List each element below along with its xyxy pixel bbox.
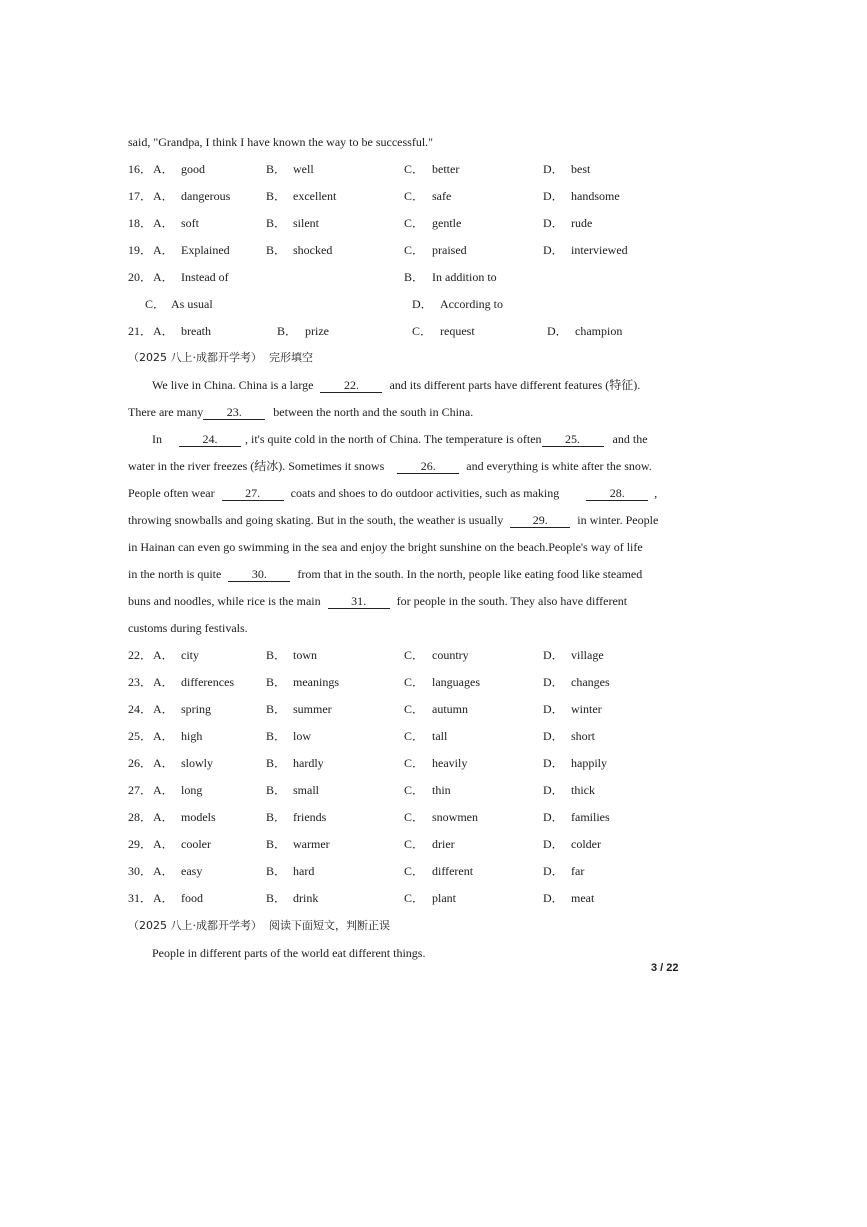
question-number: 18． xyxy=(128,216,153,230)
passage-text: water in the river freezes (结冰). Sometimes it snows xyxy=(128,459,385,473)
option-letter-d: D． xyxy=(543,864,564,878)
blank-27: 27. xyxy=(222,486,284,501)
option-d: short xyxy=(571,729,595,743)
question-number: 21． xyxy=(128,324,153,338)
option-letter-b: B． xyxy=(266,675,287,689)
option-d: happily xyxy=(571,756,607,770)
blank-26: 26. xyxy=(397,459,459,474)
option-letter-c: C． xyxy=(404,648,425,662)
passage-line xyxy=(128,512,658,528)
passage-line xyxy=(128,485,657,501)
option-d: families xyxy=(571,810,610,824)
option-a: models xyxy=(181,810,216,824)
question-row xyxy=(128,188,728,204)
question-row xyxy=(128,215,728,231)
option-letter-a: A． xyxy=(153,837,174,851)
passage-line: customs during festivals. xyxy=(128,621,248,635)
option-letter-b: B． xyxy=(266,783,287,797)
option-letter-d: D． xyxy=(543,837,564,851)
option-d: village xyxy=(571,648,604,662)
option-b: prize xyxy=(305,324,329,338)
option-a: city xyxy=(181,648,199,662)
option-a: dangerous xyxy=(181,189,231,203)
passage-line: in Hainan can even go swimming in the sea and enjoy the bright sunshine on the beach.People's way of life xyxy=(128,540,643,554)
option-letter-c: C． xyxy=(404,783,425,797)
option-a: spring xyxy=(181,702,211,716)
option-b: hardly xyxy=(293,756,324,770)
option-d: interviewed xyxy=(571,243,628,257)
option-b: excellent xyxy=(293,189,337,203)
option-letter-c: C． xyxy=(404,189,425,203)
option-letter-c: C． xyxy=(404,162,425,176)
passage-text: throwing snowballs and going skating. But in the south, the weather is usually xyxy=(128,513,504,527)
blank-28: 28. xyxy=(586,486,648,501)
option-letter-b: B． xyxy=(266,729,287,743)
option-d: According to xyxy=(440,297,503,311)
option-c: praised xyxy=(432,243,467,257)
option-letter-b: B． xyxy=(266,837,287,851)
passage-text: In xyxy=(152,432,162,446)
question-number: 25． xyxy=(128,729,153,743)
question-number: 19． xyxy=(128,243,153,257)
option-a: high xyxy=(181,729,203,743)
option-a: Instead of xyxy=(181,270,229,284)
option-letter-c: C． xyxy=(412,324,433,338)
question-row xyxy=(128,836,728,852)
option-d: handsome xyxy=(571,189,620,203)
option-letter-b: B． xyxy=(404,270,425,284)
option-letter-d: D． xyxy=(543,756,564,770)
passage-line xyxy=(128,593,627,609)
option-a: slowly xyxy=(181,756,214,770)
question-row xyxy=(128,674,728,690)
option-letter-a: A． xyxy=(153,270,174,284)
section-header xyxy=(128,918,390,934)
option-b: meanings xyxy=(293,675,339,689)
option-letter-c: C． xyxy=(404,891,425,905)
option-letter-a: A． xyxy=(153,675,174,689)
question-number: 30． xyxy=(128,864,153,878)
option-letter-c: C． xyxy=(404,675,425,689)
option-letter-a: A． xyxy=(153,216,174,230)
option-b: shocked xyxy=(293,243,333,257)
option-c: different xyxy=(432,864,474,878)
option-letter-c: C． xyxy=(404,810,425,824)
option-letter-c: C． xyxy=(404,729,425,743)
option-c: snowmen xyxy=(432,810,478,824)
option-letter-d: D． xyxy=(547,324,568,338)
passage-text: There are many xyxy=(128,405,204,419)
question-row xyxy=(128,782,728,798)
option-a: food xyxy=(181,891,203,905)
passage-text: People often wear xyxy=(128,486,215,500)
blank-23: 23. xyxy=(203,405,265,420)
option-b: small xyxy=(293,783,319,797)
passage-text: in the north is quite xyxy=(128,567,222,581)
question-number: 16． xyxy=(128,162,153,176)
option-letter-b: B． xyxy=(266,891,287,905)
option-b: drink xyxy=(293,891,319,905)
option-d: champion xyxy=(575,324,623,338)
option-d: far xyxy=(571,864,585,878)
option-c: plant xyxy=(432,891,456,905)
section-type: 阅读下面短文，判断正误 xyxy=(269,919,390,932)
question-row xyxy=(128,161,728,177)
passage-text: in winter. People xyxy=(577,513,659,527)
option-a: breath xyxy=(181,324,211,338)
option-c: tall xyxy=(432,729,448,743)
option-letter-c: C． xyxy=(404,864,425,878)
option-c: country xyxy=(432,648,469,662)
blank-25: 25. xyxy=(542,432,604,447)
blank-29: 29. xyxy=(510,513,570,528)
option-letter-a: A． xyxy=(153,648,174,662)
option-b: warmer xyxy=(293,837,330,851)
question-row xyxy=(128,242,728,258)
option-c: safe xyxy=(432,189,452,203)
question-number: 28． xyxy=(128,810,153,824)
option-a: easy xyxy=(181,864,203,878)
option-letter-d: D． xyxy=(543,189,564,203)
option-b: town xyxy=(293,648,317,662)
passage-text: We live in China. China is a large xyxy=(152,378,314,392)
passage-text: between the north and the south in China. xyxy=(273,405,474,419)
option-letter-d: D． xyxy=(543,216,564,230)
passage-line xyxy=(128,566,642,582)
option-b: summer xyxy=(293,702,332,716)
option-c: better xyxy=(432,162,460,176)
option-letter-d: D． xyxy=(543,891,564,905)
option-a: Explained xyxy=(181,243,230,257)
passage-line: said, "Grandpa, I think I have known the way to be successful." xyxy=(128,135,434,149)
option-b: silent xyxy=(293,216,319,230)
section-source: （2025 八上·成都开学考） xyxy=(128,351,262,364)
option-letter-d: D． xyxy=(543,729,564,743)
option-letter-a: A． xyxy=(153,243,174,257)
option-letter-d: D． xyxy=(543,243,564,257)
option-letter-d: D． xyxy=(412,297,433,311)
option-letter-a: A． xyxy=(153,810,174,824)
option-a: good xyxy=(181,162,205,176)
question-number: 20． xyxy=(128,270,153,284)
option-d: changes xyxy=(571,675,610,689)
option-letter-a: A． xyxy=(153,729,174,743)
option-letter-a: A． xyxy=(153,756,174,770)
option-letter-a: A． xyxy=(153,162,174,176)
option-a: cooler xyxy=(181,837,211,851)
passage-line xyxy=(152,377,640,393)
option-letter-b: B． xyxy=(266,864,287,878)
option-b: In addition to xyxy=(432,270,497,284)
option-c: autumn xyxy=(432,702,468,716)
option-d: winter xyxy=(571,702,602,716)
option-b: well xyxy=(293,162,314,176)
option-letter-a: A． xyxy=(153,702,174,716)
option-letter-c: C． xyxy=(404,702,425,716)
passage-line xyxy=(152,431,648,447)
question-number: 26． xyxy=(128,756,153,770)
option-b: low xyxy=(293,729,311,743)
passage-text: and its different parts have different features (特征). xyxy=(389,378,641,392)
section-source: （2025 八上·成都开学考） xyxy=(128,919,262,932)
option-letter-b: B． xyxy=(266,756,287,770)
passage-text: buns and noodles, while rice is the main xyxy=(128,594,321,608)
passage-text: , xyxy=(654,486,658,500)
option-c: drier xyxy=(432,837,455,851)
option-letter-d: D． xyxy=(543,810,564,824)
question-number: 31． xyxy=(128,891,153,905)
question-row xyxy=(128,890,728,906)
option-c: thin xyxy=(432,783,451,797)
option-letter-c: C． xyxy=(145,297,166,311)
option-a: soft xyxy=(181,216,199,230)
section-type: 完形填空 xyxy=(269,351,313,364)
option-letter-c: C． xyxy=(404,756,425,770)
blank-22: 22. xyxy=(320,378,382,393)
question-number: 23． xyxy=(128,675,153,689)
option-letter-d: D． xyxy=(543,783,564,797)
option-letter-a: A． xyxy=(153,891,174,905)
option-letter-a: A． xyxy=(153,189,174,203)
question-row xyxy=(128,728,728,744)
passage-text: for people in the south. They also have different xyxy=(396,594,628,608)
option-letter-c: C． xyxy=(404,837,425,851)
option-d: rude xyxy=(571,216,593,230)
option-letter-a: A． xyxy=(153,864,174,878)
option-d: colder xyxy=(571,837,601,851)
option-a: long xyxy=(181,783,203,797)
section-header xyxy=(128,350,313,366)
question-row xyxy=(128,323,728,339)
passage-text: and everything is white after the snow. xyxy=(466,459,652,473)
blank-24: 24. xyxy=(179,432,241,447)
option-b: hard xyxy=(293,864,315,878)
option-b: friends xyxy=(293,810,327,824)
question-number: 22． xyxy=(128,648,153,662)
option-letter-d: D． xyxy=(543,702,564,716)
option-letter-c: C． xyxy=(404,216,425,230)
question-number: 27． xyxy=(128,783,153,797)
passage-text: and the xyxy=(612,432,648,446)
passage-line xyxy=(128,458,652,474)
option-a: differences xyxy=(181,675,235,689)
option-c: languages xyxy=(432,675,480,689)
option-letter-d: D． xyxy=(543,648,564,662)
option-letter-b: B． xyxy=(266,810,287,824)
option-c: heavily xyxy=(432,756,468,770)
question-row xyxy=(128,647,728,663)
question-row xyxy=(128,755,728,771)
passage-line: People in different parts of the world eat different things. xyxy=(152,946,426,960)
option-c: gentle xyxy=(432,216,462,230)
question-number: 17． xyxy=(128,189,153,203)
question-row xyxy=(128,809,728,825)
passage-text: coats and shoes to do outdoor activities, such as making xyxy=(290,486,560,500)
option-letter-c: C． xyxy=(404,243,425,257)
option-letter-b: B． xyxy=(266,162,287,176)
option-d: thick xyxy=(571,783,595,797)
option-letter-b: B． xyxy=(266,216,287,230)
option-letter-a: A． xyxy=(153,324,174,338)
question-number: 29． xyxy=(128,837,153,851)
option-c: As usual xyxy=(171,297,213,311)
blank-30: 30. xyxy=(228,567,290,582)
option-letter-b: B． xyxy=(266,702,287,716)
option-letter-a: A． xyxy=(153,783,174,797)
page-number: 3 / 22 xyxy=(651,962,679,974)
option-letter-b: B． xyxy=(266,189,287,203)
option-letter-b: B． xyxy=(277,324,298,338)
option-c: request xyxy=(440,324,475,338)
question-row xyxy=(128,701,728,717)
option-letter-b: B． xyxy=(266,648,287,662)
passage-text: from that in the south. In the north, people like eating food like steamed xyxy=(297,567,643,581)
option-d: meat xyxy=(571,891,595,905)
question-row-continued xyxy=(128,296,728,312)
passage-line xyxy=(128,404,473,420)
blank-31: 31. xyxy=(328,594,390,609)
passage-text: , it's quite cold in the north of China. The temperature is often xyxy=(245,432,542,446)
question-row xyxy=(128,269,728,285)
option-letter-d: D． xyxy=(543,675,564,689)
question-number: 24． xyxy=(128,702,153,716)
option-letter-d: D． xyxy=(543,162,564,176)
question-row xyxy=(128,863,728,879)
option-letter-b: B． xyxy=(266,243,287,257)
option-d: best xyxy=(571,162,591,176)
